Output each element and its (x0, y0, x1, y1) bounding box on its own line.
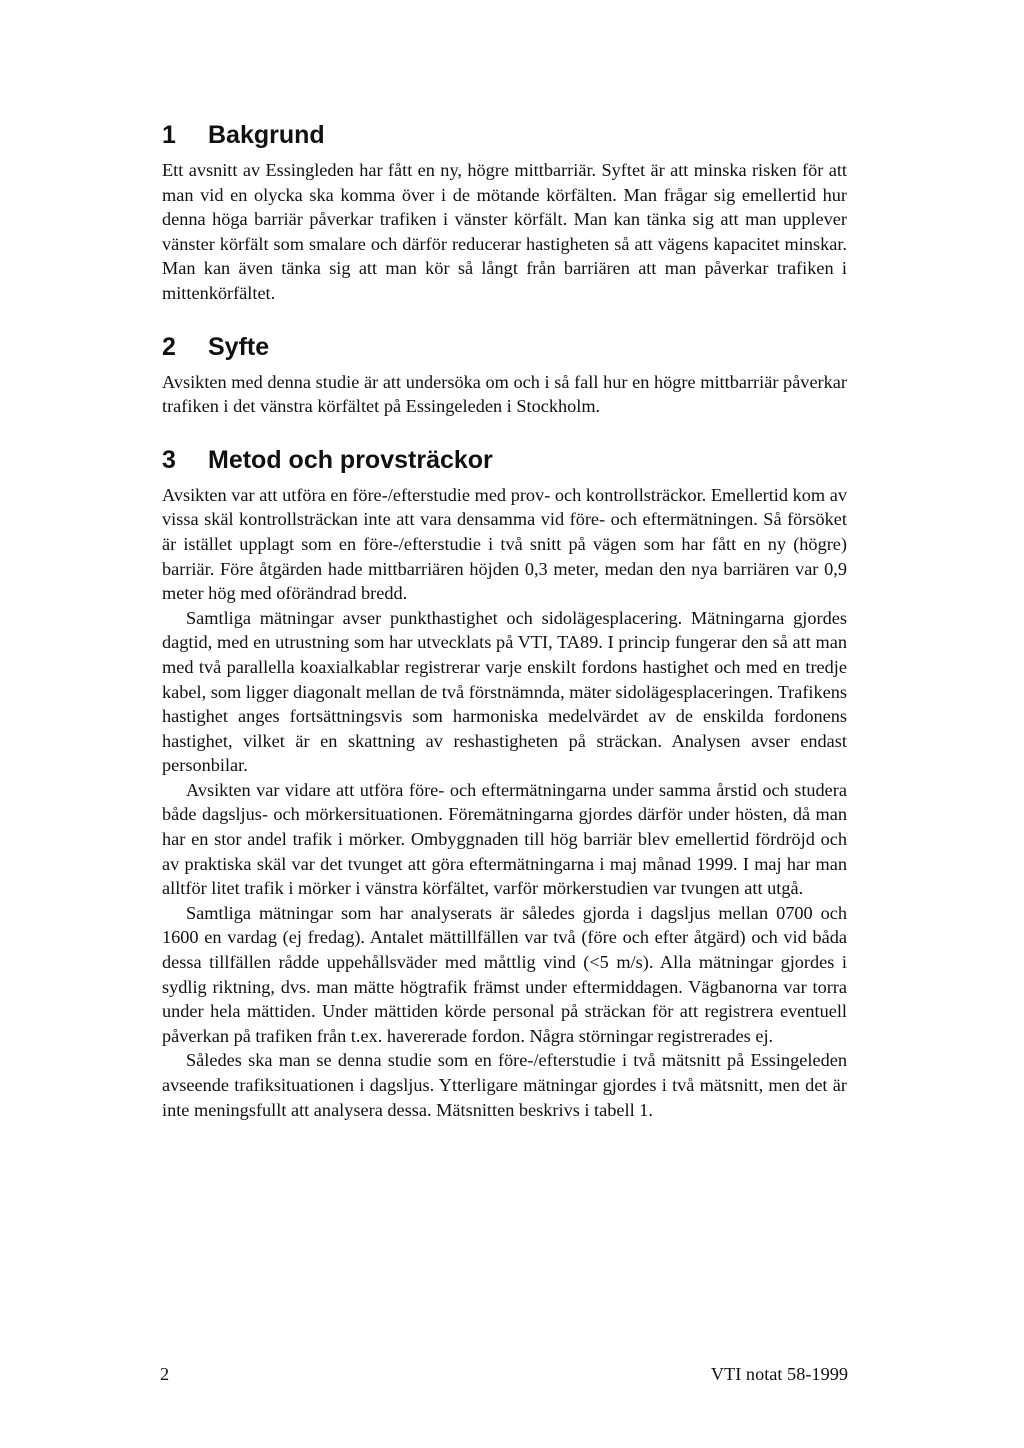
page-footer (160, 1362, 848, 1386)
paragraph: Avsikten var att utföra en före-/efterstudie med prov- och kontrollsträckor. Emellertid kom av vissa skäl kontrollsträckan inte att vara densamma vid före- och eftermätningen. Så försöket är istället upplagt som en före-/efterstudie i två snitt på vägen som har fått en ny (högre) barriär. Före åtgärden hade mittbarriären höjden 0,3 meter, medan den nya barriären var 0,9 meter hög med oförändrad bredd. (162, 484, 847, 604)
paragraph: Ett avsnitt av Essingleden har fått en ny, högre mittbarriär. Syftet är att minska risken för att man vid en olycka ska komma över i de mötande körfälten. Man frågar sig emellertid hur denna höga barriär påverkar trafiken i vänster körfält. Man kan tänka sig att man upplever vänster körfält som smalare och därför reducerar hastigheten så att vägens kapacitet minskar. Man kan även tänka sig att man kör så långt från barriären att man påverkar trafiken i mittenkörfältet. (162, 160, 847, 303)
section-title: Bakgrund (208, 121, 325, 149)
section-title: Metod och provsträckor (208, 445, 493, 474)
section-heading (162, 120, 847, 150)
page-number: 2 (160, 1364, 170, 1384)
section-heading (162, 332, 847, 362)
section-metod (162, 445, 847, 1122)
paragraph: Samtliga mätningar avser punkthastighet och sidolägesplacering. Mätningarna gjordes dagtid, med en utrustning som har utvecklats på VTI, TA89. I princip fungerar den så att man med två parallella koaxialkablar registrerar varje enskilt fordons hastighet och med en tredje kabel, som ligger diagonalt mellan de två förstnämnda, mäter sidolägesplaceringen. Trafikens hastighet anges fortsättningsvis som harmoniska medelvärdet av de enskilda fordonens hastighet, vilket är en skattning av reshastigheten på sträckan. Analysen avser endast personbilar. (162, 607, 847, 776)
section-number: 3 (162, 445, 176, 474)
document-page (162, 112, 847, 1148)
document-id: VTI notat 58-1999 (710, 1364, 848, 1384)
paragraph: Avsikten med denna studie är att undersöka om och i så fall hur en högre mittbarriär påverkar trafiken i det vänstra körfältet på Essingeleden i Stockholm. (162, 371, 847, 417)
section-title: Syfte (208, 332, 270, 361)
paragraph: Samtliga mätningar som har analyserats är således gjorda i dagsljus mellan 0700 och 1600 en vardag (ej fredag). Antalet mättillfällen var två (före och efter åtgärd) och vid båda dessa tillfällen rådde uppehållsväder med måttlig vind (<5 m/s). Alla mätningar gjordes i sydlig riktning, dvs. man mätte högtrafik främst under eftermiddagen. Vägbanorna var torra under hela mättiden. Under mättiden körde personal på sträckan för att registrera eventuell påverkan på trafiken från t.ex. havererade fordon. Några störningar registrerades ej. (162, 902, 847, 1046)
paragraph: Således ska man se denna studie som en före-/efterstudie i två mätsnitt på Essingeleden avseende trafiksituationen i dagsljus. Ytterligare mätningar gjordes i två mätsnitt, men det är inte meningsfullt att analysera dessa. Mätsnitten beskrivs i tabell 1. (162, 1050, 847, 1120)
section-number: 1 (162, 121, 176, 149)
section-heading (162, 445, 847, 475)
section-number: 2 (162, 332, 176, 361)
section-syfte (162, 332, 847, 419)
paragraph: Avsikten var vidare att utföra före- och eftermätningarna under samma årstid och studera både dagsljus- och mörkersituationen. Föremätningarna gjordes därför under hösten, då man har en stor andel trafik i mörker. Ombyggnaden till hög barriär blev emellertid fördröjd och av praktiska skäl var det tvunget att göra eftermätningarna i maj månad 1999. I maj har man alltför litet trafik i mörker i vänstra körfältet, varför mörkerstudien var tvungen att utgå. (162, 779, 847, 899)
section-bakgrund (162, 120, 847, 306)
